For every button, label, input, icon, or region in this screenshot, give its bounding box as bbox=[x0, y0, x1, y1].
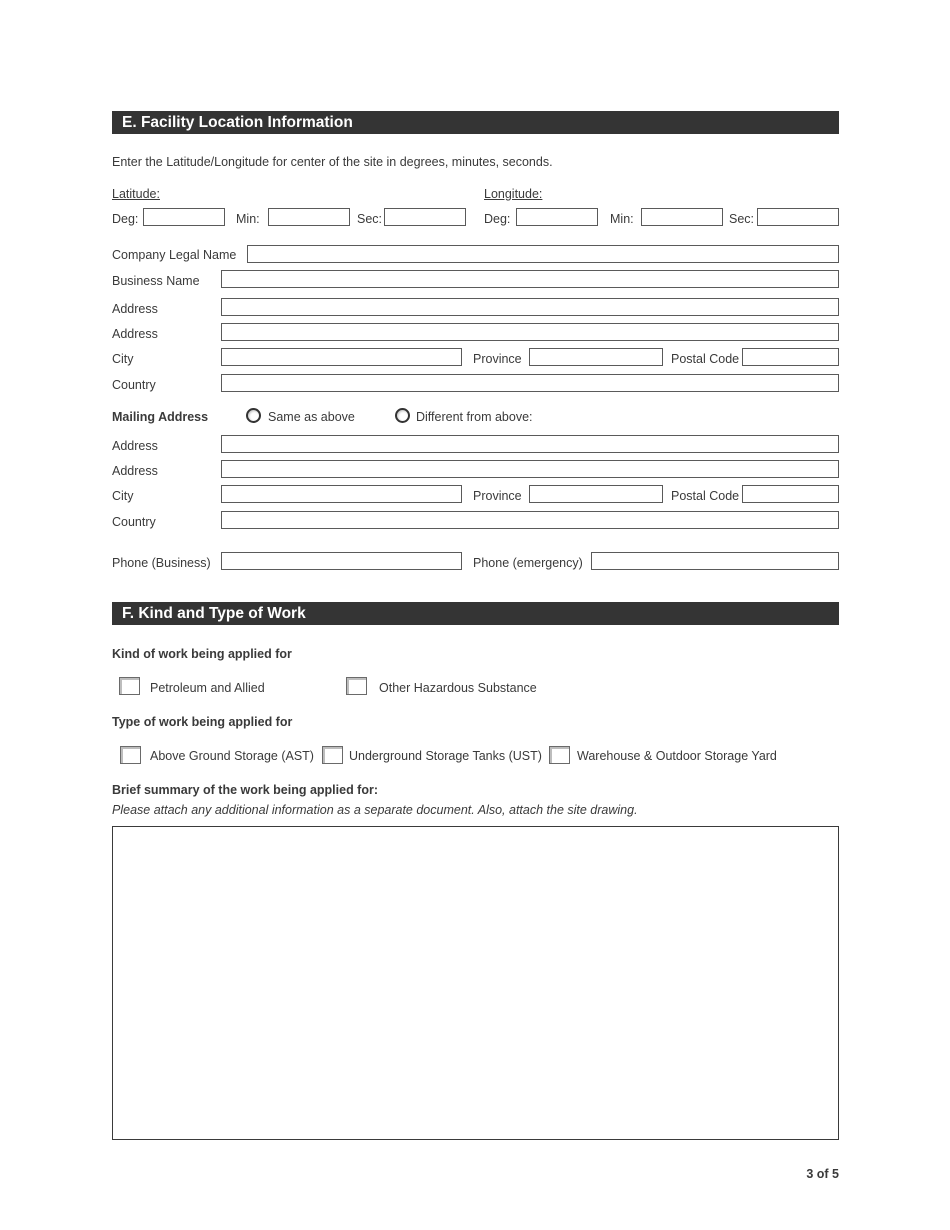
mailing-city-input[interactable] bbox=[221, 485, 462, 503]
longitude-deg-input[interactable] bbox=[516, 208, 598, 226]
kind-of-work-heading: Kind of work being applied for bbox=[112, 647, 292, 661]
warehouse-checkbox[interactable] bbox=[549, 746, 570, 764]
petroleum-allied-label: Petroleum and Allied bbox=[150, 681, 265, 695]
province-label: Province bbox=[473, 352, 522, 366]
warehouse-label: Warehouse & Outdoor Storage Yard bbox=[577, 749, 777, 763]
ast-label: Above Ground Storage (AST) bbox=[150, 749, 314, 763]
mailing-country-input[interactable] bbox=[221, 511, 839, 529]
postal-code-label: Postal Code bbox=[671, 352, 740, 366]
type-of-work-heading: Type of work being applied for bbox=[112, 715, 293, 729]
city-label: City bbox=[112, 352, 134, 366]
business-name-input[interactable] bbox=[221, 270, 839, 288]
longitude-label: Longitude: bbox=[484, 187, 543, 201]
phone-emergency-input[interactable] bbox=[591, 552, 839, 570]
mailing-address-input-2[interactable] bbox=[221, 460, 839, 478]
mailing-address-input-1[interactable] bbox=[221, 435, 839, 453]
longitude-deg-label: Deg: bbox=[484, 212, 511, 226]
latitude-min-label: Min: bbox=[236, 212, 260, 226]
phone-business-input[interactable] bbox=[221, 552, 462, 570]
different-from-above-radio[interactable] bbox=[395, 408, 410, 423]
longitude-min-input[interactable] bbox=[641, 208, 723, 226]
country-label: Country bbox=[112, 378, 156, 392]
address-label-2: Address bbox=[112, 327, 158, 341]
latitude-deg-label: Deg: bbox=[112, 212, 139, 226]
summary-textarea[interactable] bbox=[112, 826, 839, 1140]
company-legal-name-label: Company Legal Name bbox=[112, 248, 237, 262]
business-name-label: Business Name bbox=[112, 274, 200, 288]
mailing-postal-code-input[interactable] bbox=[742, 485, 839, 503]
address-input-1[interactable] bbox=[221, 298, 839, 316]
other-hazardous-checkbox[interactable] bbox=[346, 677, 367, 695]
mailing-province-label: Province bbox=[473, 489, 522, 503]
mailing-address-label-1: Address bbox=[112, 439, 158, 453]
mailing-address-label-2: Address bbox=[112, 464, 158, 478]
latitude-label: Latitude: bbox=[112, 187, 160, 201]
mailing-province-input[interactable] bbox=[529, 485, 663, 503]
mailing-postal-code-label: Postal Code bbox=[671, 489, 740, 503]
different-from-above-label: Different from above: bbox=[416, 410, 533, 424]
longitude-sec-label: Sec: bbox=[729, 212, 755, 226]
address-label-1: Address bbox=[112, 302, 158, 316]
section-f-header: F. Kind and Type of Work bbox=[112, 602, 839, 625]
mailing-city-label: City bbox=[112, 489, 134, 503]
ust-checkbox[interactable] bbox=[322, 746, 343, 764]
same-as-above-label: Same as above bbox=[268, 410, 355, 424]
province-input[interactable] bbox=[529, 348, 663, 366]
company-legal-name-input[interactable] bbox=[247, 245, 839, 263]
phone-emergency-label: Phone (emergency) bbox=[473, 556, 583, 570]
latitude-sec-label: Sec: bbox=[357, 212, 383, 226]
ust-label: Underground Storage Tanks (UST) bbox=[349, 749, 542, 763]
country-input[interactable] bbox=[221, 374, 839, 392]
city-input[interactable] bbox=[221, 348, 462, 366]
petroleum-allied-checkbox[interactable] bbox=[119, 677, 140, 695]
mailing-country-label: Country bbox=[112, 515, 156, 529]
phone-business-label: Phone (Business) bbox=[112, 556, 211, 570]
address-input-2[interactable] bbox=[221, 323, 839, 341]
longitude-sec-input[interactable] bbox=[757, 208, 839, 226]
other-hazardous-label: Other Hazardous Substance bbox=[379, 681, 537, 695]
latitude-deg-input[interactable] bbox=[143, 208, 225, 226]
latitude-min-input[interactable] bbox=[268, 208, 350, 226]
summary-heading: Brief summary of the work being applied for: bbox=[112, 783, 379, 797]
same-as-above-radio[interactable] bbox=[246, 408, 261, 423]
coordinates-instruction: Enter the Latitude/Longitude for center of the site in degrees, minutes, seconds. bbox=[112, 155, 553, 169]
longitude-min-label: Min: bbox=[610, 212, 634, 226]
ast-checkbox[interactable] bbox=[120, 746, 141, 764]
latitude-sec-input[interactable] bbox=[384, 208, 466, 226]
postal-code-input[interactable] bbox=[742, 348, 839, 366]
page-number: 3 of 5 bbox=[806, 1167, 839, 1181]
mailing-address-label: Mailing Address bbox=[112, 410, 209, 424]
section-e-header: E. Facility Location Information bbox=[112, 111, 839, 134]
summary-note: Please attach any additional information as a separate document. Also, attach the site drawing. bbox=[112, 803, 638, 817]
